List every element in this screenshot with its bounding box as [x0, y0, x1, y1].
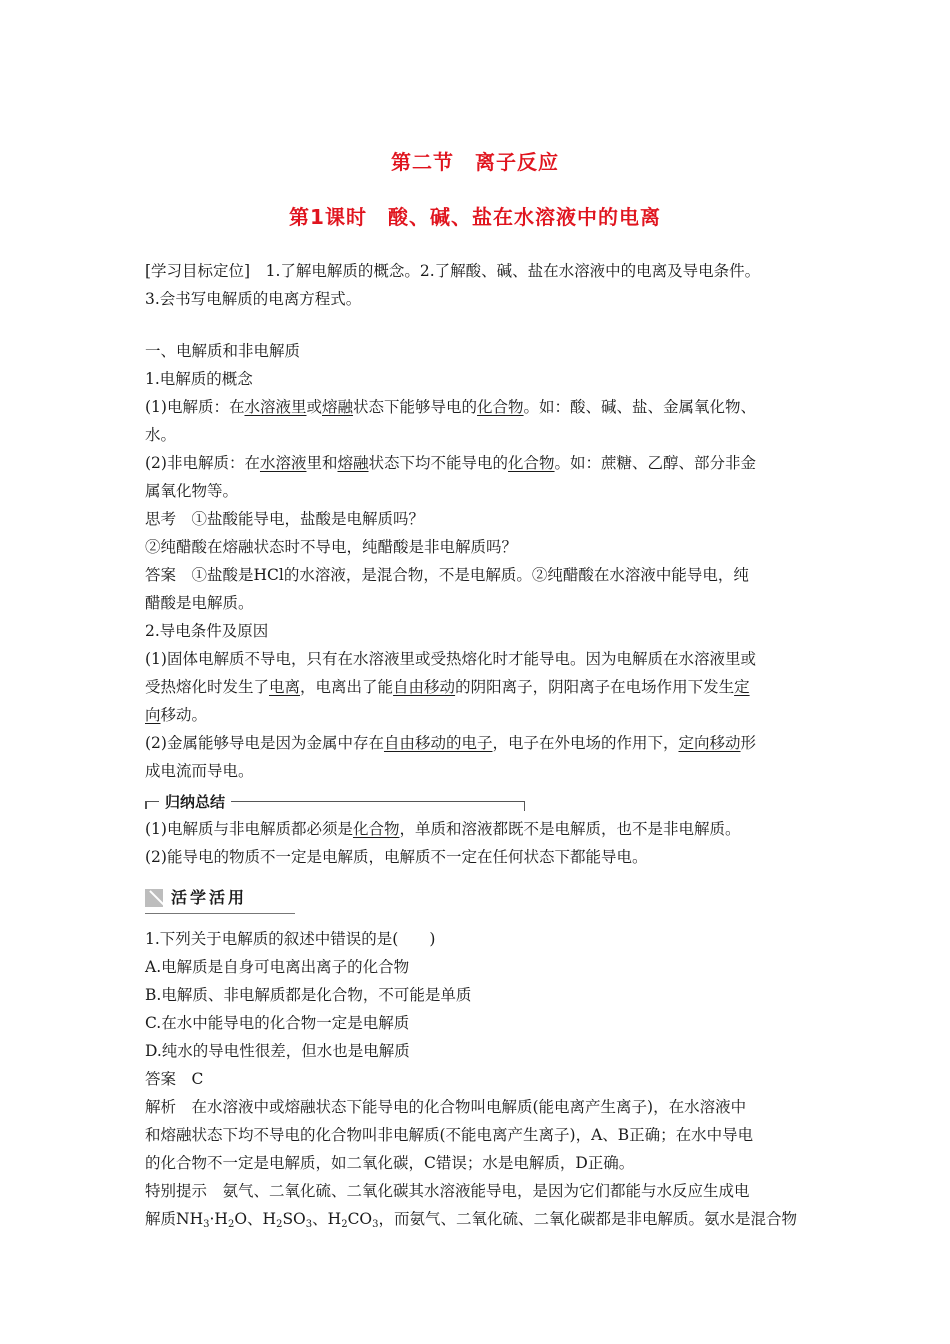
- answer-blank: 水溶液: [259, 454, 307, 472]
- analysis-line-1: 解析 在水溶液中或熔融状态下能导电的化合物叫电解质(能电离产生离子)，在水溶液中: [145, 1098, 747, 1116]
- summary-header: [145, 791, 825, 813]
- answer-blank: 化合物: [352, 820, 400, 838]
- non-electrolyte-definition: (2)非电解质：在水溶液里和熔融状态下均不能导电的化合物。如：蔗糖、乙醇、部分非金: [145, 454, 757, 472]
- section-title: 第二节 离子反应: [391, 150, 559, 174]
- answer-blank: 向: [145, 706, 161, 724]
- conductivity-cond1-line-3: 向移动。: [145, 706, 208, 724]
- practice-divider: [145, 913, 295, 914]
- question-answer: 答案 C: [145, 1070, 204, 1088]
- electrolyte-definition-cont: 水。: [145, 426, 177, 444]
- conductivity-cond2-line-1: (2)金属能够导电是因为金属中存在自由移动的电子，电子在外电场的作用下，定向移动形: [145, 734, 757, 752]
- learning-goals-line-2: 3.会书写电解质的电离方程式。: [145, 290, 362, 308]
- part1-heading: 一、电解质和非电解质: [145, 342, 301, 360]
- document-body: [145, 257, 825, 1233]
- think-question-1: 思考 ①盐酸能导电，盐酸是电解质吗？: [145, 510, 425, 528]
- answer-blank: 化合物: [477, 398, 524, 416]
- option-b: B.电解质、非电解质都是化合物，不可能是单质: [145, 986, 472, 1004]
- summary-line-1: (1)电解质与非电解质都必须是化合物，单质和溶液都既不是电解质，也不是非电解质。: [145, 820, 741, 838]
- practice-icon: [145, 889, 163, 907]
- think-answer-line-2: 醋酸是电解质。: [145, 594, 254, 612]
- conductivity-cond2-line-2: 成电流而导电。: [145, 762, 254, 780]
- analysis-line-2: 和熔融状态下均不导电的化合物叫非电解质(不能电离产生离子)，A、B正确；在水中导电: [145, 1126, 754, 1144]
- analysis-line-3: 的化合物不一定是电解质，如二氧化碳，C错误；水是电解质，D正确。: [145, 1154, 635, 1172]
- answer-blank: 定: [734, 678, 750, 696]
- answer-blank: 电离: [269, 678, 301, 696]
- electrolyte-definition: (1)电解质：在水溶液里或熔融状态下能够导电的化合物。如：酸、碱、盐、金属氧化物、: [145, 398, 757, 416]
- option-c: C.在水中能导电的化合物一定是电解质: [145, 1014, 410, 1032]
- non-electrolyte-definition-cont: 属氧化物等。: [145, 482, 239, 500]
- think-question-2: ②纯醋酸在熔融状态时不导电，纯醋酸是非电解质吗？: [145, 538, 518, 556]
- part1-subheading-concept: 1.电解质的概念: [145, 370, 253, 388]
- answer-blank: 定向移动: [678, 734, 741, 752]
- special-tip-line-1: 特别提示 氨气、二氧化硫、二氧化碳其水溶液能导电，是因为它们都能与水反应生成电: [145, 1182, 750, 1200]
- question-1: 1.下列关于电解质的叙述中错误的是( ): [145, 930, 436, 948]
- answer-blank: 自由移动的电子: [383, 734, 493, 752]
- practice-label: 活学活用: [171, 888, 248, 907]
- conductivity-cond1-line-1: (1)固体电解质不导电，只有在水溶液里或受热熔化时才能导电。因为电解质在水溶液里或: [145, 650, 756, 668]
- answer-blank: 化合物: [508, 454, 555, 472]
- answer-blank: 熔融: [322, 398, 354, 416]
- think-answer-line-1: 答案 ①盐酸是HCl的水溶液，是混合物，不是电解质。②纯醋酸在水溶液中能导电，纯: [145, 566, 749, 584]
- part1-subheading-conductivity: 2.导电条件及原因: [145, 622, 269, 640]
- learning-goals-line-1: [学习目标定位] 1.了解电解质的概念。2.了解酸、碱、盐在水溶液中的电离及导电条件。: [145, 262, 761, 280]
- answer-blank: 熔融: [337, 454, 369, 472]
- answer-blank: 水溶液里: [244, 398, 307, 416]
- answer-blank: 自由移动: [393, 678, 456, 696]
- summary-line-2: (2)能导电的物质不一定是电解质，电解质不一定在任何状态下都能导电。: [145, 848, 648, 866]
- summary-label: 归纳总结: [159, 791, 231, 813]
- option-a: A.电解质是自身可电离出离子的化合物: [145, 958, 410, 976]
- option-d: D.纯水的导电性很差，但水也是电解质: [145, 1042, 410, 1060]
- lesson-title: 第1课时 酸、碱、盐在水溶液中的电离: [289, 205, 661, 229]
- practice-header: [145, 885, 825, 915]
- conductivity-cond1-line-2: 受热熔化时发生了电离，电离出了能自由移动的阴阳离子，阴阳离子在电场作用下发生定: [145, 678, 750, 696]
- special-tip-line-2: 解质$NH_3\cdot H_2O$、$H_2SO_3$、$H_2CO_3$，而氨气、二氧化硫、二氧化碳都是非电解质。氨水是混合物: [145, 1210, 798, 1230]
